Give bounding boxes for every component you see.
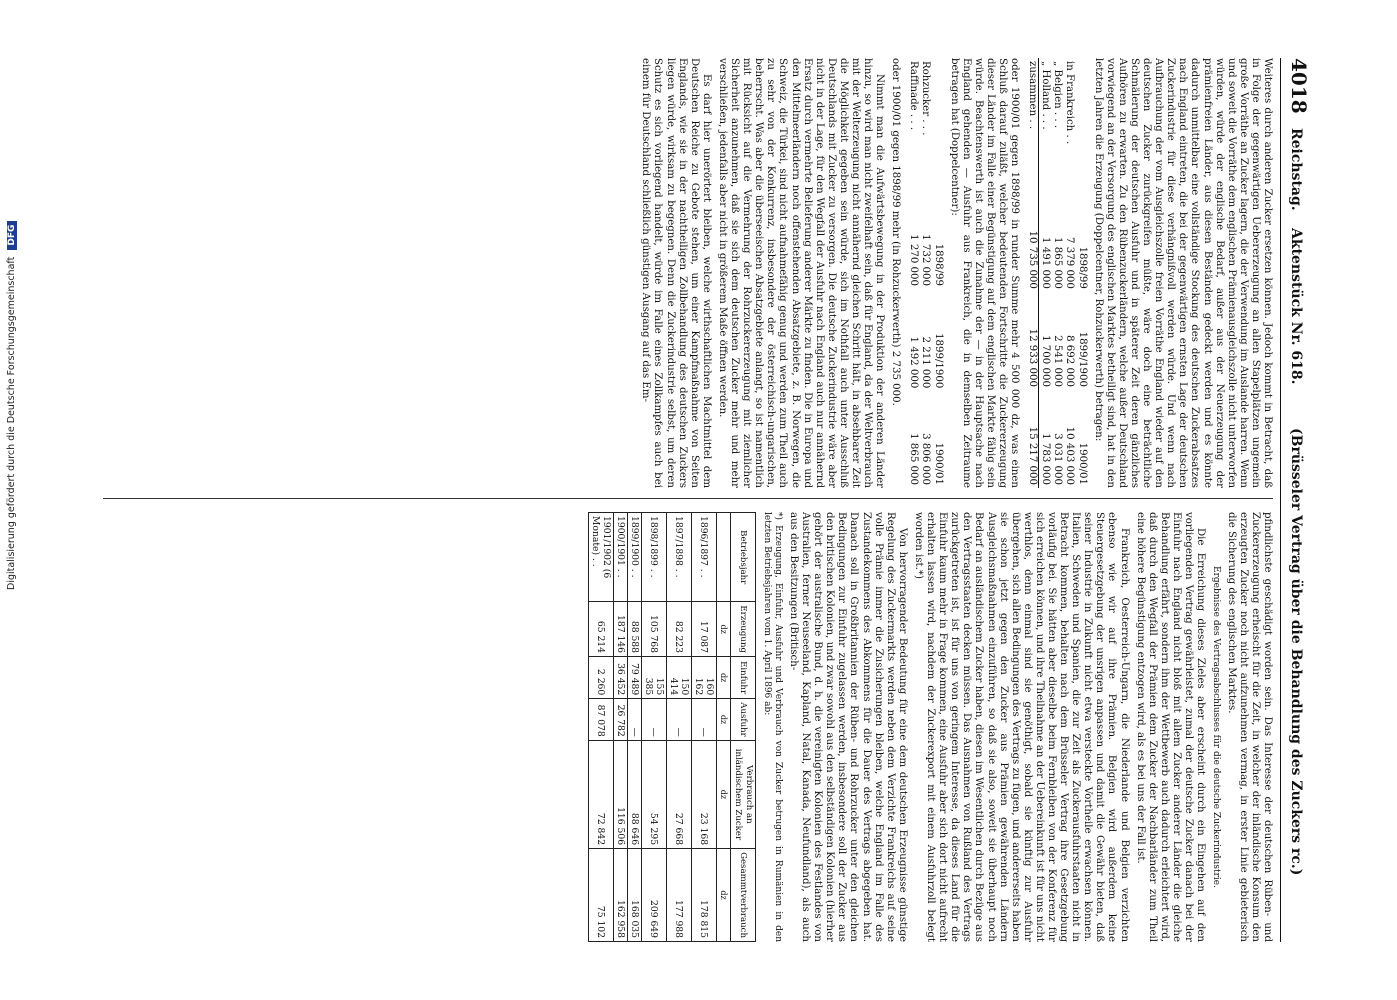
table-cell: 1 732 000 [920,234,932,287]
table-cell: 3 031 000 [1052,433,1064,485]
table-header-cell: 1900/01 [932,442,944,485]
table-cell: 72 842 [588,740,613,848]
paragraph: Es darf hier unerörtert bleiben, welche wirthschaftlichen Machtmittel dem Deutschen Reiche zu Gebote stehen, um einer Kampfmaßnahme von Seiten Englands, wie sie in der nachtheiligen Zollbehandlung des deutschen Zuckers liegen würde, wirksam zu begegnen. Denn die Zuckerindustrie selbst, um deren Schutz es sich vorliegend handelt, würde im Falle eines Zollkampfes auch bei einem für Deutschland schließlich günstigen Ausgang auf das Em- [640,58,712,488]
unit-cell: dz [716,657,730,699]
table-header-cell: 1899/1900 [932,333,944,389]
table-cell: 160 162 [691,657,716,699]
table-header-cell: Erzeugung [730,602,755,657]
document-page [83,40,1313,960]
table-cell: 150 414 [666,657,691,699]
table-cell: 2 211 000 [920,336,932,389]
page-header [1280,58,1311,942]
table-cell: 12 933 000 [1026,292,1039,390]
table-cell: 54 295 [641,740,666,848]
table-cell: 65 214 [588,602,613,657]
table-row [666,513,691,942]
table-row [613,513,627,942]
section-subtitle: Ergebnisse des Vertragsabschlusses für die deutsche Zuckerindustrie. [1210,566,1221,888]
table-cell: 10 403 000 [1064,426,1076,485]
romania-sugar-table [588,512,756,942]
table-cell: 82 223 [666,602,691,657]
production-table [1026,58,1087,488]
table-cell: 3 806 000 [920,433,932,485]
table-cell: 17 087 [691,602,716,657]
table-row [588,513,613,942]
table-cell: 1 865 000 [908,433,920,485]
paragraph: oder 1900/01 gegen 1898/99 mehr (in Rohzuckerwerth) 2 735 000. [890,58,902,406]
paragraph: Frankreich, Oesterreich-Ungarn, die Niederlande und Belgien verzichten ebenso wie wir auf ihre Prämien. Belgien wird außerdem keine Steuergesetzgebung der unsrigen anpassen und damit die Gewähr bieten, daß seiner Industrie in Zukunft nicht etwa versteckte Vortheile erwachsen können. Italien, Schweden und Spanien, die zur Zeit als Zuckerausfuhrstaaten nicht in Betracht kommen, behalten nach dem Brüsseler Vertrag ihre Gesetzgebung vorläufig bei. Sie hätten aber dieselbe beim Fernbleiben von der Konferenz für sich erreichen können, und ihre Theilnahme an der Uebereinkunft ist für uns nicht werthlos, denn einmal sind sie genöthigt, sobald sie künftig zur Ausfuhr übergehen, sich allen Bedingungen des Vertrags zu fügen, und andererseits haben sie schon jetzt gegen den Zucker aus Prämien gewährenden Ländern Ausgleichsmaßnahmen einzuführen, so daß sie also, soweit sie überhaupt noch Bedarf an ausländischem Zucker haben, diesen im Wesentlichen durch Bezüge aus den Vertragsstaaten decken müssen. Das Ausnahmen von Rußland des Vertrags zurückgetreten ist, ist für uns von geringem Interesse, da dieses Land für die Einfuhr kaum mehr in Frage kommen, eine Ausfuhr aber sich dort nicht aufrecht erhalten lassen wird, nachdem der Zuckerexport mit einem Ausfuhrzoll belegt worden ist.*) [912,512,1130,942]
table-header-cell: 1898/99 [932,243,944,287]
paragraph: oder 1900/01 gegen 1898/99 in runder Summe mehr 4 500 000 dz, was einen Schluß darauf zuläßt, welcher bedeutenden Fortschritte die Zuckererzeugung dieser Länder im Falle einer Begünstigung auf dem englischen Markte fähig sein würde. Beachtenswerth ist auch die Zunahme der — in der Hauptsache nach England gehenden — Ausfuhr aus Frankreich, die in demselben Zeitraume betragen hat (Doppelcentner): [948,58,1021,488]
row-label: „ Belgien . . . [1052,61,1064,129]
dfg-logo: DFG [7,221,17,250]
table-row [627,513,641,942]
header-org: Reichstag. [1288,128,1304,211]
table-row [907,58,919,488]
table-cell: 7 379 000 [1064,237,1076,289]
table-header-row [931,58,943,488]
table-header-cell: Betriebsjahr [730,513,755,602]
column-divider [103,498,1273,499]
table-row [691,513,716,942]
row-label: 1898/1899 . . [641,513,666,602]
table-header-row [1076,58,1088,488]
table-cell: 15 217 000 [1026,390,1039,488]
table-cell: 75 102 [588,849,613,942]
table-header-row [730,513,755,942]
row-label: 1897/1898 . . [666,513,691,602]
table-cell: 162 958 [613,849,627,942]
table-cell: 2 260 [588,657,613,699]
table-cell: 155 385 [641,657,666,699]
table-cell: 27 668 [666,740,691,848]
left-column [635,58,1273,488]
credit-text: Digitalisierung gefördert durch die Deutsche Forschungsgemeinschaft [6,256,17,590]
digitization-credit [6,221,17,590]
table-cell: 178 815 [691,849,716,942]
table-row [1039,58,1052,488]
table-cell: 26 782 [613,699,627,741]
unit-cell: dz [716,740,730,848]
table-cell: 105 768 [641,602,666,657]
right-column [588,512,1273,942]
table-cell: — [691,699,716,741]
table-total-row [1026,58,1039,488]
table-row [641,513,666,942]
table-cell: 36 452 [613,657,627,699]
table-cell: 87 078 [588,699,613,741]
table-header-cell: 1899/1900 [1076,331,1088,387]
paragraph: pfindlichste geschädigt worden sein. Das Interesse der deutschen Rüben- und Zuckererzeugung erheischt für die Zeit, in welcher der inländische Konsum den erzeugten Zucker noch nicht aufzunehmen vermag, in erster Linie gebieterisch die Sicherung des englischen Marktes. [1225,512,1273,942]
table-row [1063,58,1075,488]
table-cell: 209 649 [641,849,666,942]
unit-cell [716,513,730,602]
table-header-cell: 1898/99 [1076,246,1088,289]
table-row [919,58,931,488]
page-number: 4018 [1287,58,1311,114]
table-cell: 79 489 [627,657,641,699]
table-cell: 1 270 000 [908,234,920,287]
table-header-cell: 1900/01 [1076,442,1088,485]
paragraph: Die Erreichung dieses Zieles aber erscheint durch ein Eingehen auf den vorliegenden Vertrag gewährleistet, zumal der deutsche Zucker danach bei der Einfuhr nach England nicht bloß mit allem Zucker anderer Länder die gleiche Behandlung erfährt, sondern ihm der Wettbewerb auch dadurch erleichtert wird, daß durch den Wegfall der Prämien dem Zucker der Nachbarländer zum Theil eine höhere Begünstigung entzogen wird, als es bei uns der Fall ist. [1134,512,1207,942]
table-cell: 168 035 [627,849,641,942]
row-label: in Frankreich . . [1064,61,1076,145]
export-table [907,58,943,488]
table-header-cell [1076,58,1088,194]
table-header-cell: Verbrauch an inländischem Zucker [730,740,755,848]
table-cell: 88 588 [627,602,641,657]
row-label: 1900/1901 . . [613,513,627,602]
table-header-cell: Gesammtverbrauch [730,849,755,942]
paragraph: Nimmt man die Aufwärtsbewegung in der Produktion der anderen Länder hinzu, so wird man nicht zweifelhaft sein, daß für England, da der Weltverbrauch mit der Welterzeugung nicht annähernd gleichen Schritt hält, in absehbarer Zeit die Möglichkeit gegeben sein würde, sich im Nothfall auch unter Ausschluß Deutschlands mit Zucker zu versorgen. Die deutsche Zuckerindustrie wäre aber nicht in der Lage, für den Wegfall der Ausfuhr nach England auch nur annähernd Ersatz durch vermehrte Belieferung anderer Märkte zu finden. Die in Europa und den Mittelmeerländern noch offenstehenden Absatzgebiete, z. B. Norwegen, die Schweiz, die Türkei, sind nicht aufnahmefähig genug und werden zum Theil auch zu sehr von der Konkurrenz, insbesondere der österreichisch-ungarischen, beherrscht. Was aber die überseeischen Absatzgebiete anlangt, so ist namentlich mit Rücksicht auf die Vermehrung der Rohrzuckererzeugung mit ziemlicher Sicherheit anzunehmen, daß sie sich dem deutschen Zucker mehr und mehr verschließen, jedenfalls aber nicht in größerem Maße öffnen werden. [716,58,886,488]
table-cell: 177 988 [666,849,691,942]
table-cell: — [641,699,666,741]
table-cell: 187 146 [613,602,627,657]
table-header-cell: Ausfuhr [730,699,755,741]
table-row [1051,58,1063,488]
table-cell: 10 735 000 [1026,194,1039,292]
unit-cell: dz [716,849,730,942]
table-cell: — [666,699,691,741]
table-cell: 88 646 [627,740,641,848]
table-cell: 1 492 000 [908,336,920,389]
table-cell: 116 506 [613,740,627,848]
table-cell: 2 541 000 [1052,335,1064,387]
footnote: *) Erzeugung, Einfuhr, Ausfuhr und Verbrauch von Zucker betrugen in Rumänien in den letzten Betriebsjahren vom 1. April 1896 ab: [762,512,783,942]
table-cell: 8 692 000 [1064,335,1076,387]
paragraph: Von hervorragender Bedeutung für eine dem deutschen Erzeugnisse günstige Regelung des Zuckermarkts werden neben dem Verzichte Frankreichs auf seine volle Prämie immer die Zusicherungen bleiben, welche England im Falle des Zustandekommens des Abkommens für die Dauer des Vertrags abgegeben hat. Danach soll in Großbritannien der Rüben- und Rohrzucker unter den gleichen Bedingungen zur Einfuhr zugelassen werden, insbesondere soll der Zucker aus den britischen Kolonien, und zwar sowohl aus den selbständigen Kolonien (hierher gehört der australische Bund, d. h. die vereinigten Kolonien des Festlandes von Australien, ferner Neuseeland, Kapland, Natal, Kanada, Neufundland), als auch aus den Besitzungen (Britisch- [788,512,908,942]
table-header-cell [931,58,943,192]
header-doc: Aktenstück Nr. 618. [1288,228,1304,385]
row-label: Rohzucker . . . [920,61,932,136]
row-label: 1896/1897 . . [691,513,716,602]
table-cell: 1 783 000 [1040,433,1052,485]
table-header-cell: Einfuhr [730,657,755,699]
table-cell: 1 865 000 [1052,237,1064,289]
header-title: (Brüsseler Vertrag über die Behandlung des Zuckers rc.) [1288,428,1304,876]
row-label: Raffinade . . . [908,61,920,131]
table-cell: — [627,699,641,741]
paragraph: Weiteres durch anderen Zucker ersetzen können. Jedoch kommt in Betracht, daß in Folge der gegenwärtigen Uebererzeugung an allen Stapelplätzen ungemein große Vorräthe an Zucker lagern, die der Verwendung im Auslande harren. Wenn und soweit die Vorräthe dem englischen Prämienausgleichszolle nicht unterworfen würden, würde der englische Bedarf, außer aus der Neuerzeugung der prämienfreien Länder, aus diesen Beständen gedeckt werden und es könnte dadurch unmittelbar eine vollständige Stockung des deutschen Zuckerabsatzes nach England eintreten, die bei der gegenwärtigen ernsten Lage der deutschen Zuckerindustrie für diese verhängnißvoll werden würde. Und wenn nach Aufbrauchung der vom Ausgleichszolle freien Vorräthe England wieder auf den deutschen Zucker zurückgreifen müßte, wäre doch eine beträchtliche Schmälerung der deutschen Ausfuhr und in späterer Zeit deren gänzliches Aufhören zu erwarten. Zu den Rübenzuckerländern, welche außer Deutschland vorwiegend an der Versorgung des englischen Marktes betheiligt sind, hat in den letzten Jahren die Erzeugung (Doppelcentner, Rohzuckerwerth) betragen: [1092,58,1273,488]
table-cell: 1 491 000 [1040,237,1052,289]
row-label: 1899/1900 . . [627,513,641,602]
table-cell: 1 700 000 [1040,335,1052,387]
table-units-row [716,513,730,942]
row-label: 1901/1902 (6 Monate) . . [588,513,613,602]
unit-cell: dz [716,699,730,741]
unit-cell: dz [716,602,730,657]
table-cell: 23 168 [691,740,716,848]
row-label: „ Holland . . . [1040,61,1052,130]
row-label: zusammen . . [1026,58,1039,194]
